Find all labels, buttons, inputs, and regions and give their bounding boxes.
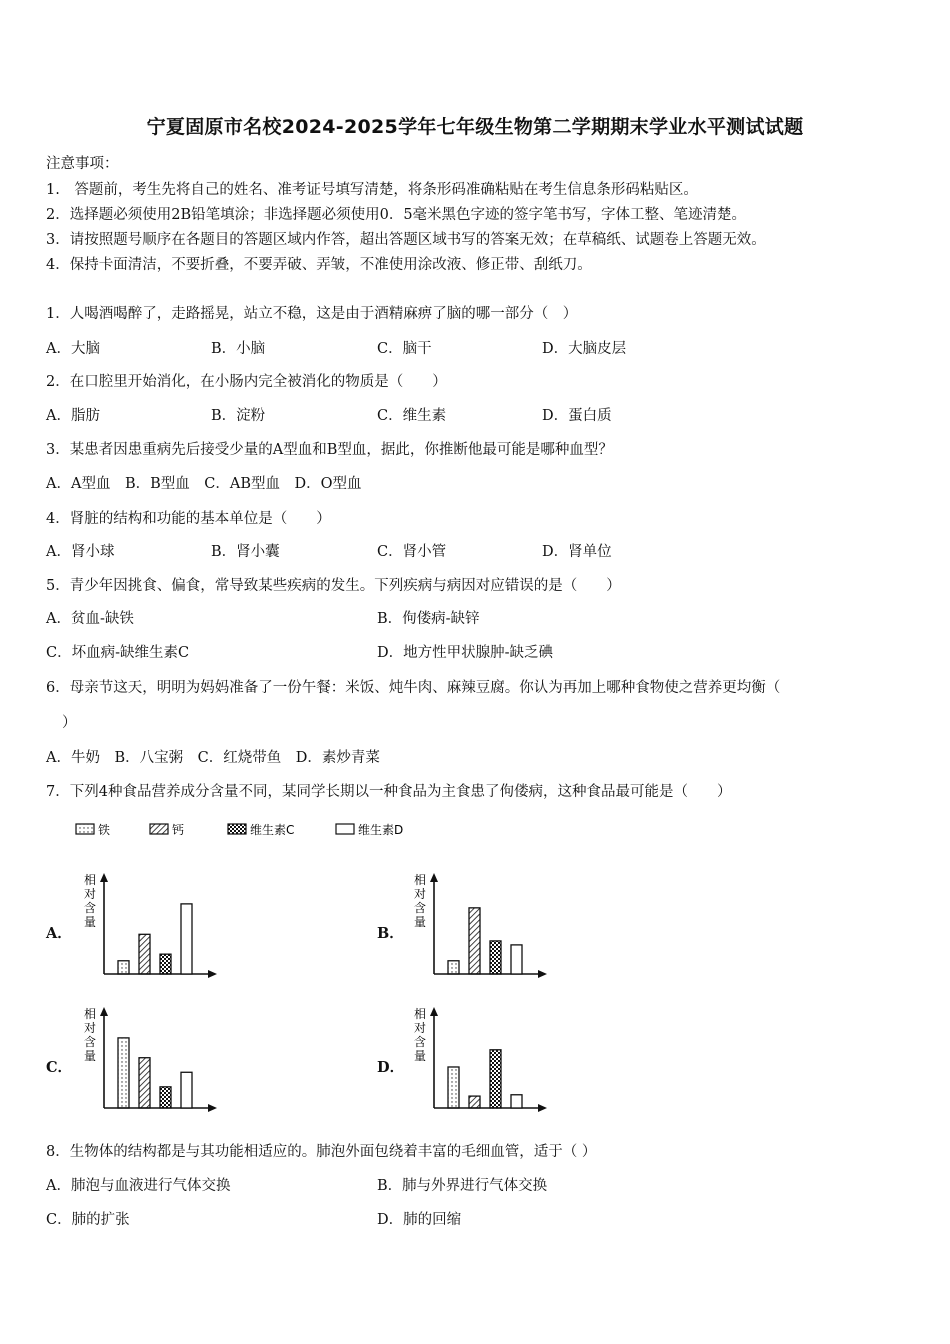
legend-label: 铁 bbox=[98, 823, 111, 837]
question-8-option-d[interactable]: D．肺的回缩 bbox=[377, 1212, 462, 1228]
question-5-option-c[interactable]: C．坏血病-缺维生素C bbox=[46, 645, 190, 661]
y-axis-label-char: 含 bbox=[84, 901, 97, 915]
x-axis-arrow bbox=[208, 1104, 217, 1112]
y-axis-label-char: 相 bbox=[414, 873, 427, 887]
question-4-option-a[interactable]: A．肾小球 bbox=[46, 544, 115, 560]
question-4-stem: 4．肾脏的结构和功能的基本单位是（ ） bbox=[46, 511, 331, 527]
question-8-option-b[interactable]: B．肺与外界进行气体交换 bbox=[377, 1178, 548, 1194]
legend-swatch-calcium bbox=[150, 824, 168, 834]
chart-option-b-label[interactable]: B． bbox=[377, 925, 404, 942]
question-6-options[interactable]: A．牛奶 B．八宝粥 C．红烧带鱼 D．素炒青菜 bbox=[46, 750, 380, 766]
legend-swatch-iron bbox=[76, 824, 94, 834]
question-2-option-d[interactable]: D．蛋白质 bbox=[542, 408, 612, 424]
bar-vitamin-c bbox=[160, 1087, 171, 1108]
bar-vitamin-c bbox=[160, 954, 171, 974]
y-axis-label-char: 含 bbox=[414, 901, 427, 915]
y-axis-label-char: 对 bbox=[414, 1021, 427, 1035]
y-axis-label-char: 相 bbox=[84, 1007, 97, 1021]
legend-label: 维生素C bbox=[250, 823, 295, 837]
bar-vitamin-c bbox=[490, 1050, 501, 1108]
y-axis-label-char: 量 bbox=[414, 915, 427, 929]
question-1-option-d[interactable]: D．大脑皮层 bbox=[542, 341, 627, 357]
question-5-stem: 5．青少年因挑食、偏食，常导致某些疾病的发生。下列疾病与病因对应错误的是（ ） bbox=[46, 578, 621, 594]
y-axis-label-char: 相 bbox=[84, 873, 97, 887]
note-item: 4．保持卡面清洁，不要折叠，不要弄破、弄皱，不准使用涂改液、修正带、刮纸刀。 bbox=[46, 257, 592, 273]
chart-option-a-label[interactable]: A． bbox=[46, 925, 72, 942]
bar-vitamin-d bbox=[181, 1072, 192, 1108]
question-1-option-a[interactable]: A．大脑 bbox=[46, 341, 100, 357]
notes-heading: 注意事项： bbox=[46, 156, 119, 172]
bar-calcium bbox=[469, 908, 480, 974]
question-2-option-b[interactable]: B．淀粉 bbox=[211, 408, 266, 424]
chart-panel-c[interactable] bbox=[80, 1004, 220, 1116]
y-axis-label-char: 对 bbox=[414, 887, 427, 901]
question-5-option-a[interactable]: A．贫血-缺铁 bbox=[46, 611, 134, 627]
chart-option-d-label[interactable]: D． bbox=[377, 1059, 405, 1076]
y-axis-label-char: 对 bbox=[84, 1021, 97, 1035]
chart-panel-b[interactable] bbox=[410, 870, 550, 982]
legend-swatch-vitamin-c bbox=[228, 824, 246, 834]
legend-label: 维生素D bbox=[358, 823, 404, 837]
bar-iron bbox=[448, 1067, 459, 1108]
question-1-stem: 1．人喝酒喝醉了，走路摇晃，站立不稳，这是由于酒精麻痹了脑的哪一部分（ ） bbox=[46, 306, 578, 322]
y-axis-label-char: 含 bbox=[84, 1035, 97, 1049]
note-item: 1. 答题前，考生先将自己的姓名、准考证号填写清楚，将条形码准确粘贴在考生信息条形码粘贴区。 bbox=[46, 182, 698, 198]
y-axis-label-char: 相 bbox=[414, 1007, 427, 1021]
bar-iron bbox=[118, 961, 129, 974]
bar-vitamin-d bbox=[511, 1095, 522, 1108]
x-axis-arrow bbox=[208, 970, 217, 978]
question-6-stem-end: ） bbox=[62, 715, 77, 731]
note-item: 3．请按照题号顺序在各题目的答题区域内作答，超出答题区域书写的答案无效；在草稿纸、试题卷上答题无效。 bbox=[46, 232, 766, 248]
y-axis-arrow bbox=[430, 1007, 438, 1016]
bar-calcium bbox=[469, 1096, 480, 1108]
x-axis-arrow bbox=[538, 1104, 547, 1112]
y-axis-label-char: 量 bbox=[414, 1049, 427, 1063]
y-axis-label-char: 含 bbox=[414, 1035, 427, 1049]
page-title: 宁夏固原市名校2024-2025学年七年级生物第二学期期末学业水平测试试题 bbox=[146, 116, 804, 138]
chart-legend bbox=[70, 818, 430, 844]
y-axis-label-char: 量 bbox=[84, 915, 97, 929]
y-axis-arrow bbox=[100, 873, 108, 882]
chart-panel-d[interactable] bbox=[410, 1004, 550, 1116]
bar-iron bbox=[448, 961, 459, 974]
question-5-option-d[interactable]: D．地方性甲状腺肿-缺乏碘 bbox=[377, 645, 554, 661]
question-4-option-b[interactable]: B．肾小囊 bbox=[211, 544, 280, 560]
y-axis-arrow bbox=[430, 873, 438, 882]
question-1-option-c[interactable]: C．脑干 bbox=[377, 341, 432, 357]
legend-label: 钙 bbox=[172, 823, 185, 837]
bar-vitamin-c bbox=[490, 941, 501, 974]
question-4-option-d[interactable]: D．肾单位 bbox=[542, 544, 612, 560]
bar-iron bbox=[118, 1038, 129, 1108]
question-3-options[interactable]: A．A型血 B．B型血 C．AB型血 D．O型血 bbox=[46, 476, 362, 492]
question-6-stem: 6．母亲节这天，明明为妈妈准备了一份午餐：米饭、炖牛肉、麻辣豆腐。你认为再加上哪种食物使之营养更均衡（ bbox=[46, 680, 781, 696]
y-axis-label-char: 量 bbox=[84, 1049, 97, 1063]
legend-swatch-vitamin-d bbox=[336, 824, 354, 834]
question-8-stem: 8．生物体的结构都是与其功能相适应的。肺泡外面包绕着丰富的毛细血管，适于（ ） bbox=[46, 1144, 597, 1160]
y-axis-arrow bbox=[100, 1007, 108, 1016]
x-axis-arrow bbox=[538, 970, 547, 978]
question-2-stem: 2．在口腔里开始消化，在小肠内完全被消化的物质是（ ） bbox=[46, 374, 447, 390]
chart-option-c-label[interactable]: C． bbox=[46, 1059, 73, 1076]
question-5-option-b[interactable]: B．佝偻病-缺锌 bbox=[377, 611, 480, 627]
question-8-option-c[interactable]: C．肺的扩张 bbox=[46, 1212, 130, 1228]
bar-calcium bbox=[139, 1058, 150, 1108]
question-1-option-b[interactable]: B．小脑 bbox=[211, 341, 266, 357]
question-3-stem: 3．某患者因患重病先后接受少量的A型血和B型血，据此，你推断他最可能是哪种血型？ bbox=[46, 442, 613, 458]
chart-panel-a[interactable] bbox=[80, 870, 220, 982]
question-4-option-c[interactable]: C．肾小管 bbox=[377, 544, 447, 560]
question-2-option-a[interactable]: A．脂肪 bbox=[46, 408, 100, 424]
bar-vitamin-d bbox=[511, 945, 522, 974]
note-item: 2．选择题必须使用2B铅笔填涂；非选择题必须使用0．5毫米黑色字迹的签字笔书写，字体工整、笔迹清楚。 bbox=[46, 207, 747, 223]
bar-calcium bbox=[139, 934, 150, 974]
bar-vitamin-d bbox=[181, 904, 192, 974]
question-8-option-a[interactable]: A．肺泡与血液进行气体交换 bbox=[46, 1178, 231, 1194]
question-7-stem: 7．下列4种食品营养成分含量不同，某同学长期以一种食品为主食患了佝偻病，这种食品最可能是（ ） bbox=[46, 784, 732, 800]
y-axis-label-char: 对 bbox=[84, 887, 97, 901]
question-2-option-c[interactable]: C．维生素 bbox=[377, 408, 447, 424]
